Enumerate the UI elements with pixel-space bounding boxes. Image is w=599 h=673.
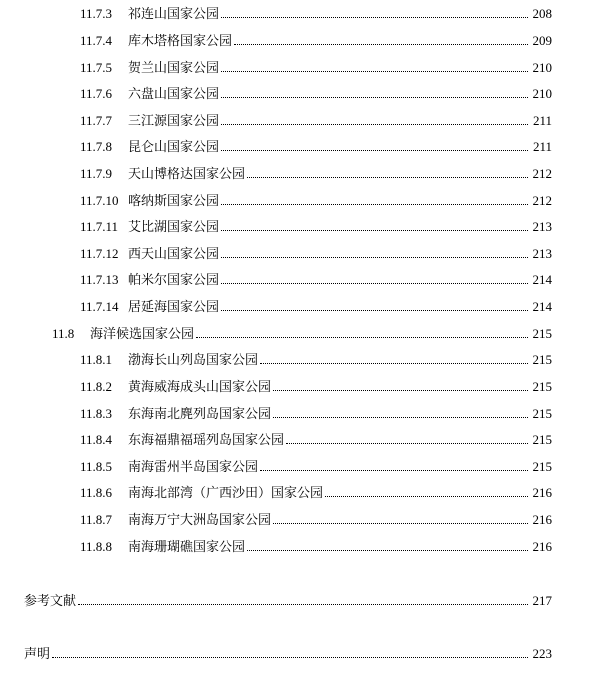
section-title: 居延海国家公园 xyxy=(128,299,220,314)
page-number: 210 xyxy=(532,60,552,75)
toc-entry[interactable] xyxy=(80,189,552,209)
toc-entry[interactable] xyxy=(80,162,552,182)
section-number: 11.7.13 xyxy=(80,272,119,287)
dot-leader xyxy=(260,363,528,364)
dot-leader xyxy=(234,44,528,45)
section-number: 11.8.3 xyxy=(80,406,113,421)
section-title: 渤海长山列岛国家公园 xyxy=(128,352,259,367)
page-number: 212 xyxy=(532,166,552,181)
section-number: 11.7.3 xyxy=(80,6,113,21)
section-title: 参考文献 xyxy=(24,593,77,608)
toc-entry[interactable] xyxy=(80,29,552,49)
section-title: 帕米尔国家公园 xyxy=(128,272,220,287)
page-number: 216 xyxy=(532,512,552,527)
section-number: 11.8.6 xyxy=(80,485,113,500)
dot-leader xyxy=(221,283,528,284)
toc-entry[interactable] xyxy=(80,508,552,528)
section-title: 三江源国家公园 xyxy=(128,113,220,128)
toc-entry[interactable] xyxy=(80,375,552,395)
page-number: 213 xyxy=(532,219,552,234)
toc-entry-references[interactable] xyxy=(24,589,552,609)
toc-entry[interactable] xyxy=(80,348,552,368)
section-title: 东海福鼎福瑶列岛国家公园 xyxy=(128,432,285,447)
toc-entry[interactable] xyxy=(80,215,552,235)
dot-leader xyxy=(221,310,528,311)
section-title: 黄海威海成头山国家公园 xyxy=(128,379,272,394)
section-title: 艾比湖国家公园 xyxy=(128,219,220,234)
toc-entry[interactable] xyxy=(80,56,552,76)
dot-leader xyxy=(273,390,528,391)
toc-entry[interactable] xyxy=(80,481,552,501)
dot-leader xyxy=(221,150,528,151)
dot-leader xyxy=(221,71,528,72)
section-title: 东海南北麂列岛国家公园 xyxy=(128,406,272,421)
section-number: 11.7.5 xyxy=(80,60,113,75)
section-title: 库木塔格国家公园 xyxy=(128,33,233,48)
dot-leader xyxy=(221,230,528,231)
page-number: 212 xyxy=(532,193,552,208)
page-number: 215 xyxy=(532,352,552,367)
section-number: 11.7.11 xyxy=(80,219,119,234)
section-title: 南海万宁大洲岛国家公园 xyxy=(128,512,272,527)
section-number: 11.8.5 xyxy=(80,459,113,474)
section-number: 11.7.10 xyxy=(80,193,119,208)
section-title: 贺兰山国家公园 xyxy=(128,60,220,75)
page-number: 213 xyxy=(532,246,552,261)
page-number: 215 xyxy=(532,326,552,341)
dot-leader xyxy=(221,257,528,258)
section-number: 11.7.12 xyxy=(80,246,119,261)
section-number: 11.8.1 xyxy=(80,352,113,367)
dot-leader xyxy=(273,523,528,524)
dot-leader xyxy=(247,550,528,551)
dot-leader xyxy=(286,443,528,444)
section-number: 11.7.7 xyxy=(80,113,113,128)
dot-leader xyxy=(221,204,528,205)
section-number: 11.8.7 xyxy=(80,512,113,527)
toc-entry[interactable] xyxy=(80,455,552,475)
page-number: 216 xyxy=(532,539,552,554)
section-number: 11.7.4 xyxy=(80,33,113,48)
page-number: 214 xyxy=(532,272,552,287)
section-title: 六盘山国家公园 xyxy=(128,86,220,101)
page-number: 223 xyxy=(532,646,552,661)
section-title: 声明 xyxy=(24,646,51,661)
toc-entry[interactable] xyxy=(80,535,552,555)
section-number: 11.7.6 xyxy=(80,86,113,101)
page-number: 215 xyxy=(532,406,552,421)
toc-entry-statement[interactable] xyxy=(24,642,552,662)
toc-entry[interactable] xyxy=(80,268,552,288)
section-title: 喀纳斯国家公园 xyxy=(128,193,220,208)
page-number: 215 xyxy=(532,432,552,447)
toc-entry[interactable] xyxy=(80,242,552,262)
section-title: 天山博格达国家公园 xyxy=(128,166,246,181)
section-title: 祁连山国家公园 xyxy=(128,6,220,21)
section-number: 11.7.9 xyxy=(80,166,113,181)
page-number: 215 xyxy=(532,459,552,474)
toc-entry[interactable] xyxy=(80,82,552,102)
page-number: 217 xyxy=(532,593,552,608)
section-number: 11.8.8 xyxy=(80,539,113,554)
dot-leader xyxy=(325,496,528,497)
dot-leader xyxy=(221,124,528,125)
section-title: 海洋候选国家公园 xyxy=(90,326,195,341)
toc-entry[interactable] xyxy=(80,428,552,448)
section-title: 南海雷州半岛国家公园 xyxy=(128,459,259,474)
section-number: 11.8 xyxy=(52,326,75,341)
dot-leader xyxy=(221,97,528,98)
section-number: 11.7.14 xyxy=(80,299,119,314)
section-title: 南海珊瑚礁国家公园 xyxy=(128,539,246,554)
section-number: 11.8.4 xyxy=(80,432,113,447)
page-number: 211 xyxy=(532,139,552,154)
section-title: 昆仑山国家公园 xyxy=(128,139,220,154)
page-number: 210 xyxy=(532,86,552,101)
section-number: 11.8.2 xyxy=(80,379,113,394)
toc-entry[interactable] xyxy=(52,322,552,342)
section-title: 南海北部湾（广西沙田）国家公园 xyxy=(128,485,324,500)
page-number: 215 xyxy=(532,379,552,394)
page-number: 214 xyxy=(532,299,552,314)
toc-entry[interactable] xyxy=(80,2,552,22)
toc-entry[interactable] xyxy=(80,295,552,315)
dot-leader xyxy=(221,17,528,18)
page-number: 209 xyxy=(532,33,552,48)
section-number: 11.7.8 xyxy=(80,139,113,154)
toc-entry[interactable] xyxy=(80,109,552,129)
dot-leader xyxy=(260,470,528,471)
page-number: 208 xyxy=(532,6,552,21)
dot-leader xyxy=(78,604,528,605)
dot-leader xyxy=(273,417,528,418)
toc-entry[interactable] xyxy=(80,135,552,155)
page-number: 216 xyxy=(532,485,552,500)
dot-leader xyxy=(52,657,528,658)
dot-leader xyxy=(247,177,528,178)
page-number: 211 xyxy=(532,113,552,128)
section-title: 西天山国家公园 xyxy=(128,246,220,261)
dot-leader xyxy=(196,337,528,338)
toc-entry[interactable] xyxy=(80,402,552,422)
